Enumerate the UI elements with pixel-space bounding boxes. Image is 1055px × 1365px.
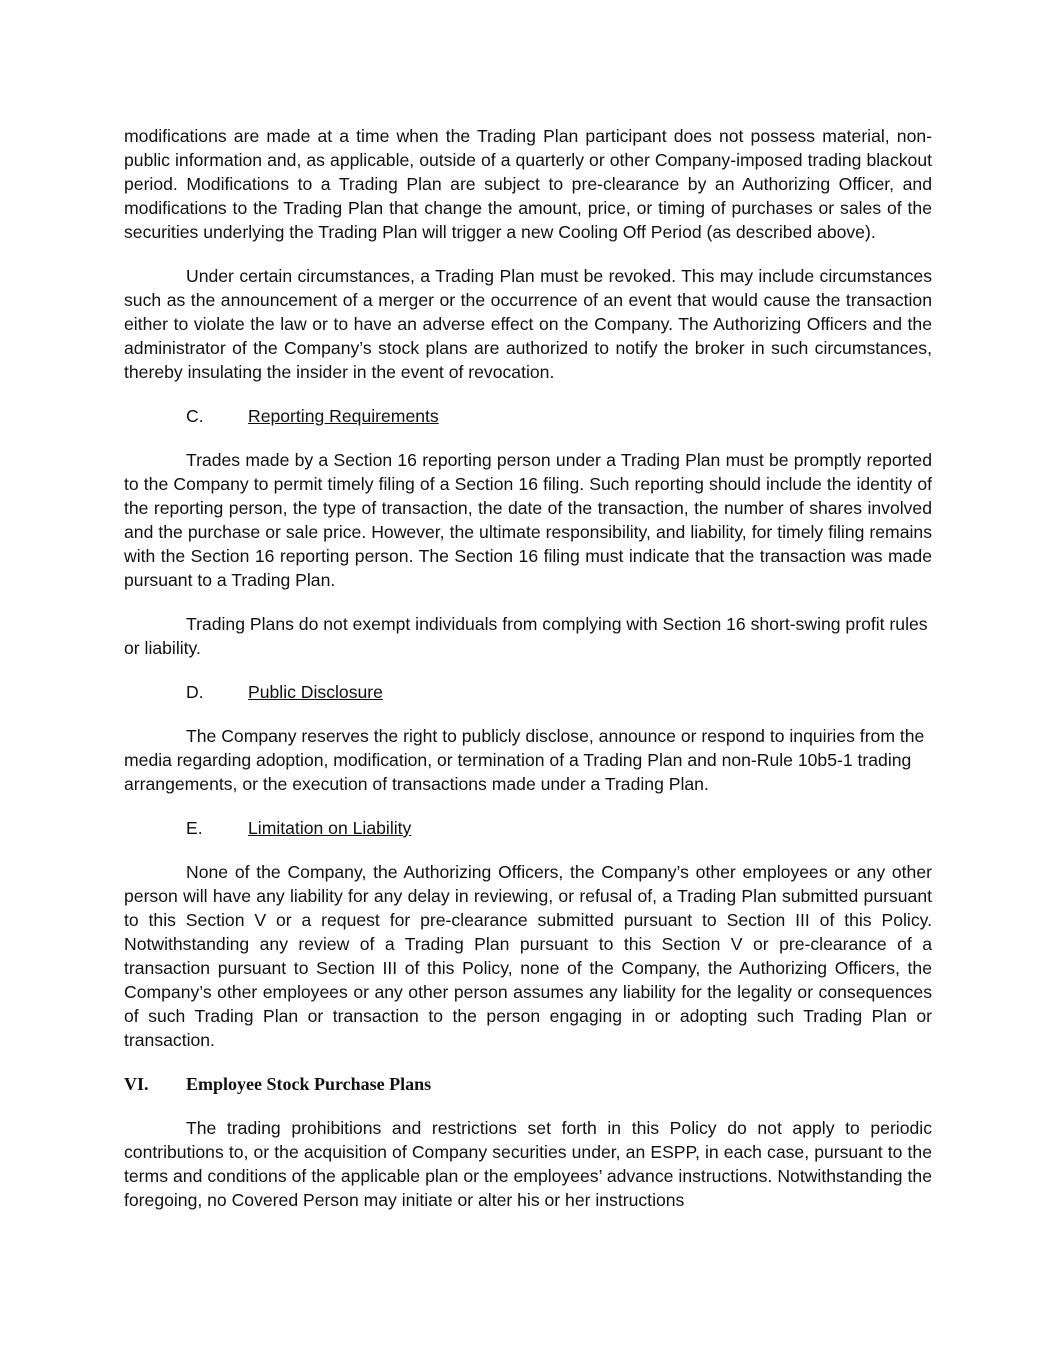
paragraph-reporting-requirements: Trades made by a Section 16 reporting person under a Trading Plan must be promptly reported to the Company to permit timely filing of a Section 16 filing. Such reporting should include the identity of the reporting person, the type of transaction, the date of the transaction, the number of shares involved and the purchase or sale price. However, the ultimate responsibility, and liability, for timely filing remains with the Section 16 reporting person. The Section 16 filing must indicate that the transaction was made pursuant to a Trading Plan. [124,450,932,590]
subsection-heading-d [186,680,932,704]
paragraph-espp: The trading prohibitions and restrictions set forth in this Policy do not apply to periodic contributions to, or the acquisition of Company securities under, an ESPP, in each case, pursuant to the terms and conditions of the applicable plan or the employees’ advance instructions. Notwithstanding the foregoing, no Covered Person may initiate or alter his or her instructions [124,1118,932,1210]
section-heading-vi [124,1072,932,1096]
subsection-title: Reporting Requirements [248,406,439,426]
paragraph-public-disclosure: The Company reserves the right to publicly disclose, announce or respond to inquiries from the media regarding adoption, modification, or termination of a Trading Plan and non-Rule 10b5-1 trading arrangements, or the execution of transactions made under a Trading Plan. [124,726,925,794]
paragraph-trading-plan-revocation: Under certain circumstances, a Trading Plan must be revoked. This may include circumstances such as the announcement of a merger or the occurrence of an event that would cause the transaction either to violate the law or to have an adverse effect on the Company. The Authorizing Officers and the administrator of the Company’s stock plans are authorized to notify the broker in such circumstances, thereby insulating the insider in the event of revocation. [124,266,932,382]
subsection-heading-e [186,816,932,840]
page-content [124,124,932,1212]
paragraph-section-16-exemption: Trading Plans do not exempt individuals from complying with Section 16 short-swing profit rules or liability. [124,614,928,658]
subsection-letter: E. [186,818,203,838]
section-number: VI. [124,1074,149,1094]
subsection-letter: D. [186,682,204,702]
subsection-title: Public Disclosure [248,682,383,702]
subsection-heading-c [186,404,932,428]
subsection-title: Limitation on Liability [248,818,412,838]
subsection-letter: C. [186,406,204,426]
paragraph-trading-plan-modifications: modifications are made at a time when the Trading Plan participant does not possess material, non-public information and, as applicable, outside of a quarterly or other Company-imposed trading blackout period. Modifications to a Trading Plan are subject to pre-clearance by an Authorizing Officer, and modifications to the Trading Plan that change the amount, price, or timing of purchases or sales of the securities underlying the Trading Plan will trigger a new Cooling Off Period (as described above). [124,126,932,242]
paragraph-limitation-on-liability: None of the Company, the Authorizing Officers, the Company’s other employees or any other person will have any liability for any delay in reviewing, or refusal of, a Trading Plan submitted pursuant to this Section V or a request for pre-clearance submitted pursuant to Section III of this Policy. Notwithstanding any review of a Trading Plan pursuant to this Section V or pre-clearance of a transaction pursuant to Section III of this Policy, none of the Company, the Authorizing Officers, the Company’s other employees or any other person assumes any liability for the legality or consequences of such Trading Plan or transaction to the person engaging in or adopting such Trading Plan or transaction. [124,862,932,1050]
section-title: Employee Stock Purchase Plans [186,1074,432,1094]
